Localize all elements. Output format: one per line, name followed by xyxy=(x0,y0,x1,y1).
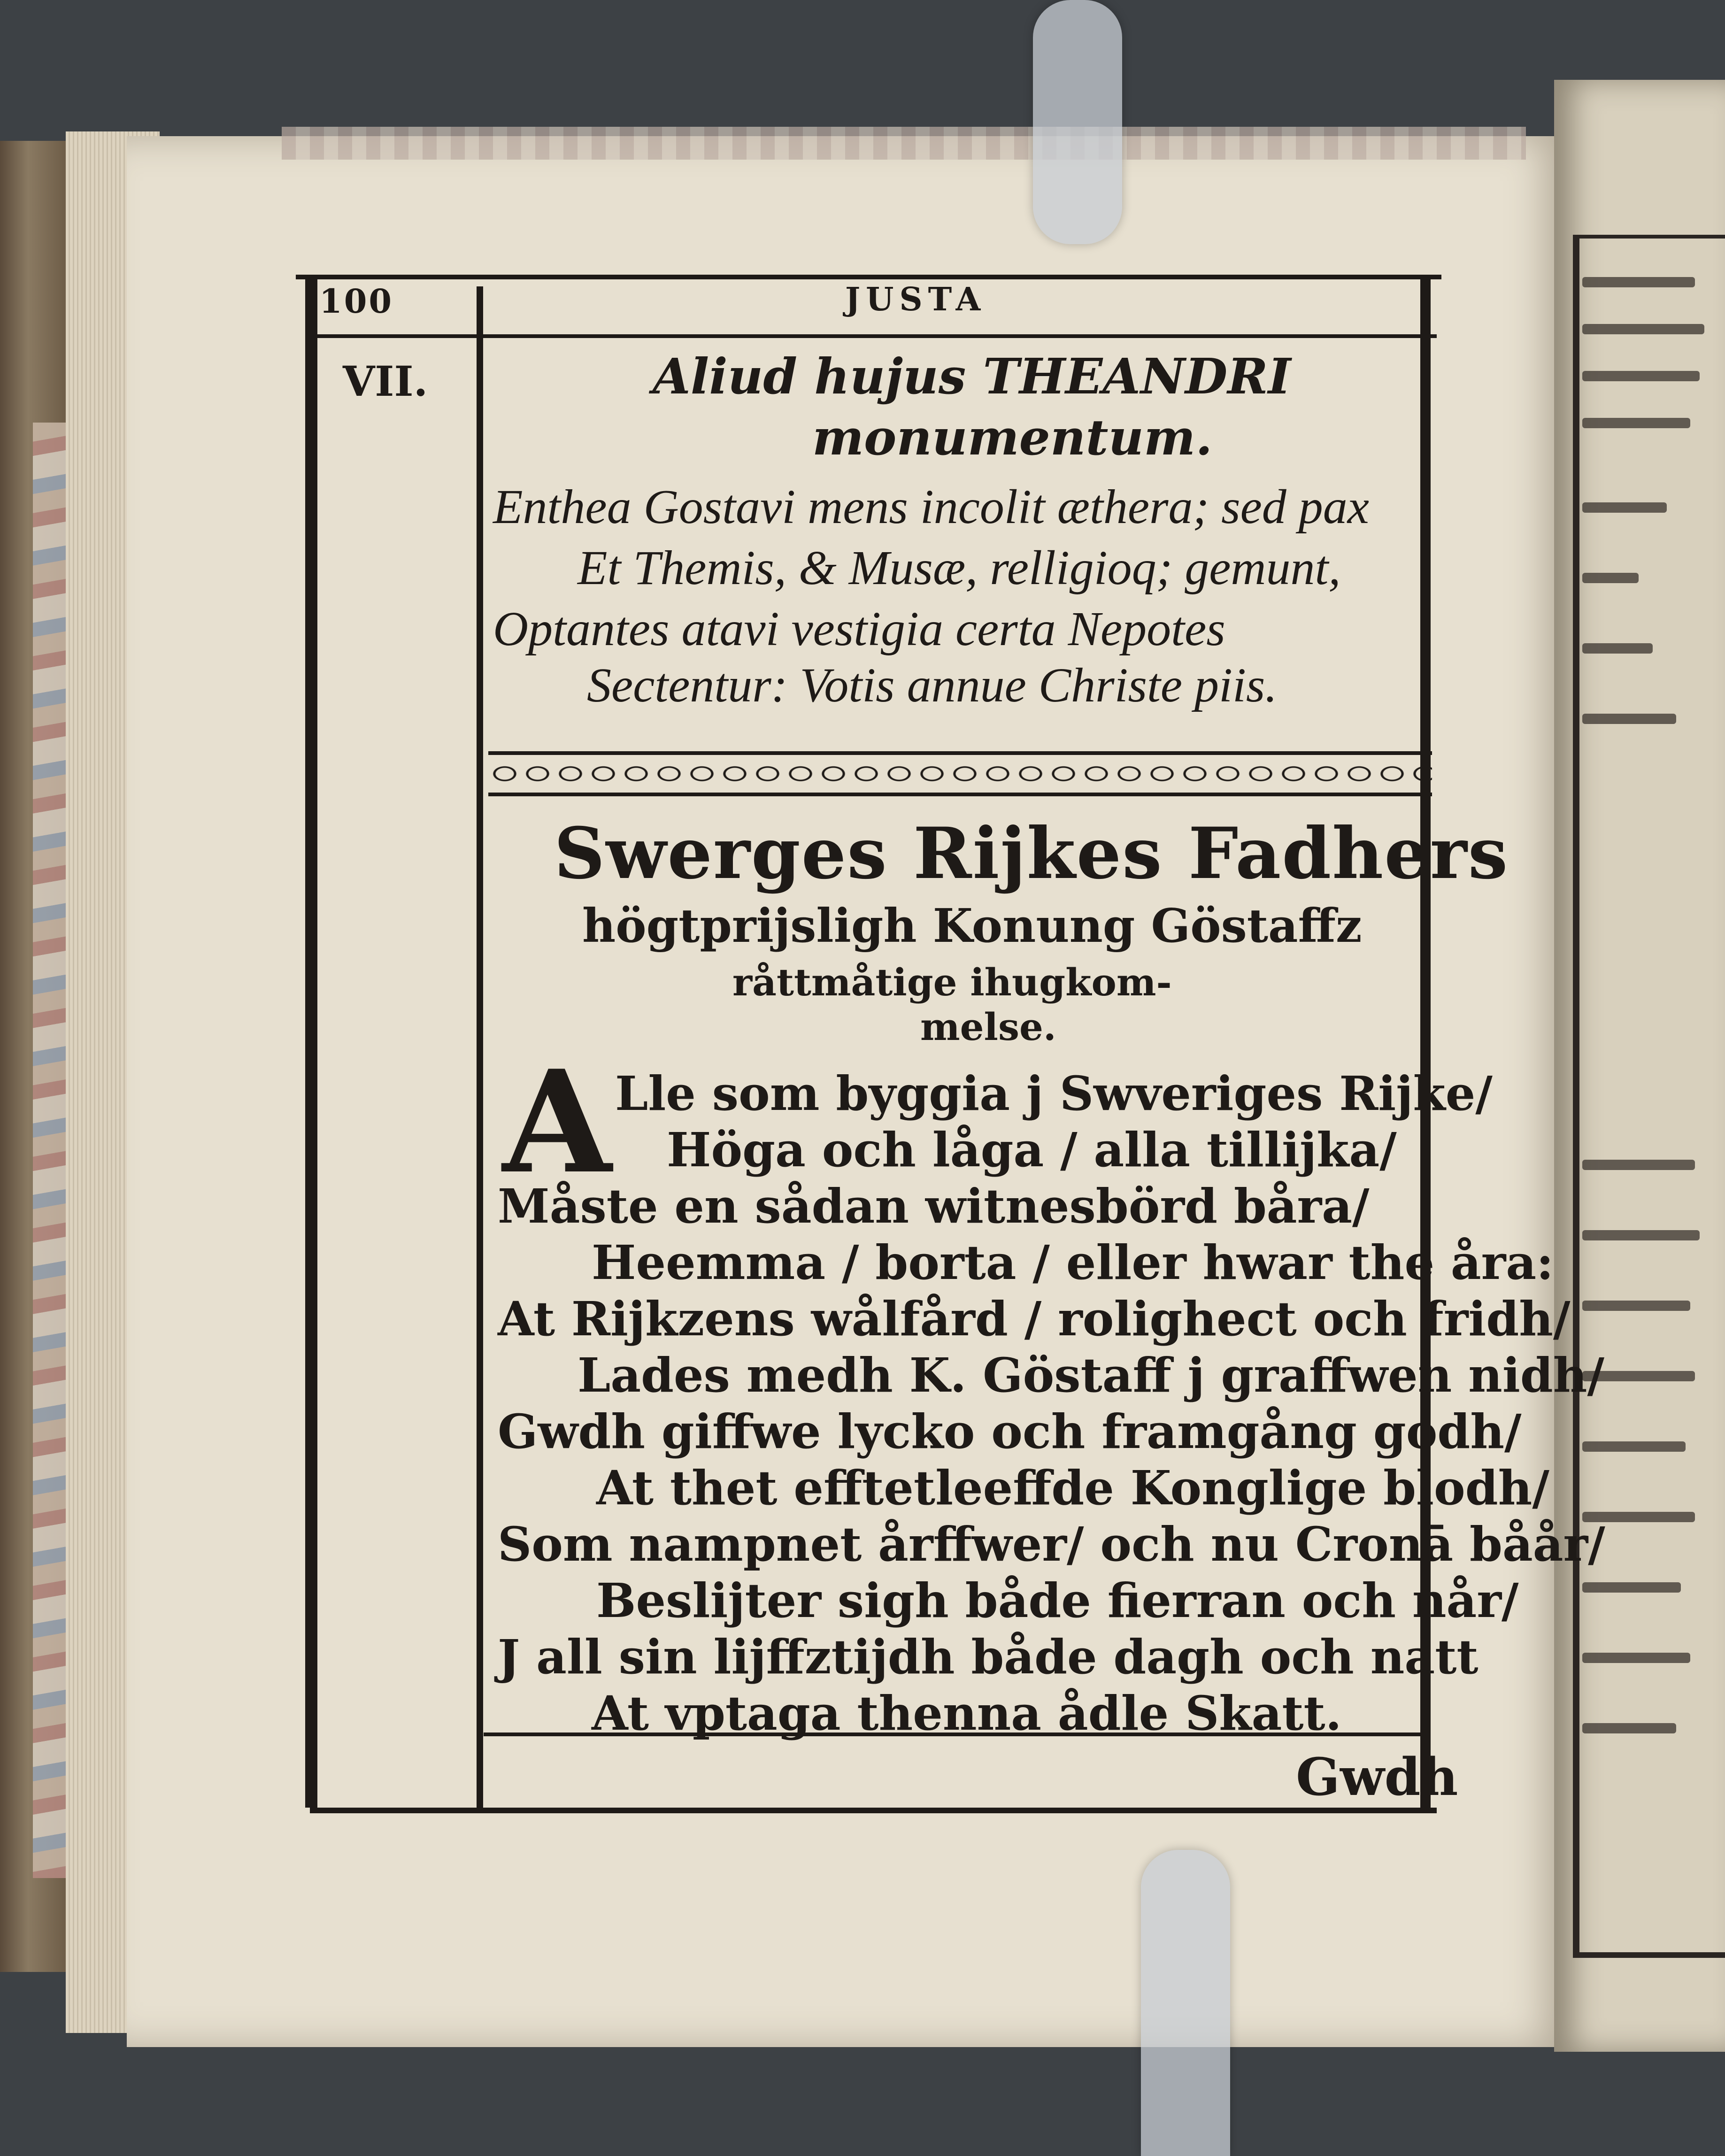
facing-text-line xyxy=(1582,643,1653,654)
ornament-border xyxy=(488,751,1432,796)
frame-bottom-rule xyxy=(310,1808,1437,1813)
page-clip-bottom xyxy=(1141,1850,1230,2156)
facing-text-line xyxy=(1582,324,1704,334)
verse-line: Gwdh giffwe lycko och framgång godh/ xyxy=(498,1404,1522,1459)
verse-line: Måste en sådan witnesbörd båra/ xyxy=(498,1178,1370,1234)
latin-verse-line: Sectentur: Votis annue Christe piis. xyxy=(587,658,1278,712)
latin-verse-line: Enthea Gostavi mens incolit æthera; sed pax xyxy=(493,480,1369,534)
drop-cap: A xyxy=(502,1039,612,1205)
verse-line: At Rijkzens wålfård / rolighect och fridh/ xyxy=(498,1291,1571,1347)
frame-column-rule xyxy=(477,286,483,1808)
verse-line: Höga och låga / alla tillijka/ xyxy=(667,1122,1397,1178)
facing-page xyxy=(1554,80,1725,2052)
verse-line: Heemma / borta / eller hwar the åra: xyxy=(592,1235,1554,1290)
facing-text-line xyxy=(1582,371,1700,381)
facing-text-line xyxy=(1582,1441,1686,1452)
swedish-subheading-2: råttmåtige ihugkom- xyxy=(732,960,1172,1004)
facing-text-line xyxy=(1582,1723,1676,1733)
facing-text-line xyxy=(1582,714,1676,724)
swedish-subheading-1: högtprijsligh Konung Göstaffz xyxy=(582,899,1362,953)
verse-line: Lades medh K. Göstaff j graffwen nidh/ xyxy=(578,1348,1605,1403)
swedish-heading: Swerges Rijkes Fadhers xyxy=(554,812,1509,895)
facing-text-line xyxy=(1582,418,1690,428)
verse-line: At vptaga thenna ådle Skatt. xyxy=(592,1686,1342,1741)
running-head: JUSTA xyxy=(845,281,986,318)
facing-text-line xyxy=(1582,1582,1681,1593)
frame-top-rule xyxy=(296,275,1441,279)
facing-text-line xyxy=(1582,502,1667,513)
page-clip-top xyxy=(1033,0,1122,244)
facing-text-line xyxy=(1582,1301,1690,1311)
facing-text-line xyxy=(1582,1160,1695,1170)
facing-page-frame xyxy=(1573,235,1725,1958)
top-page-edge xyxy=(282,127,1526,160)
latin-verse-line: Et Themis, & Musæ, relligioq; gemunt, xyxy=(578,541,1341,595)
facing-text-line xyxy=(1582,573,1639,583)
latin-title-line1: Aliud hujus THEANDRI xyxy=(653,347,1291,405)
verse-line: J all sin lijffztijdh både dagh och natt xyxy=(498,1629,1479,1685)
facing-text-line xyxy=(1582,1230,1700,1240)
facing-text-line xyxy=(1582,1653,1690,1663)
swedish-subheading-3: melse. xyxy=(920,1005,1056,1049)
catchword: Gwdh xyxy=(1296,1747,1458,1807)
frame-left-rule xyxy=(305,277,317,1808)
verse-line: Som nampnet årffwer/ och nu Cronā båår/ xyxy=(498,1517,1605,1572)
verse-line: Beslijter sigh både fierran och når/ xyxy=(596,1573,1519,1628)
verse-line: At thet efftetleeffde Konglige blodh/ xyxy=(596,1460,1549,1516)
section-numeral: VII. xyxy=(343,357,428,406)
latin-title-line2: monumentum. xyxy=(812,408,1213,466)
facing-text-line xyxy=(1582,277,1695,287)
page-number: 100 xyxy=(319,282,394,321)
latin-verse-line: Optantes atavi vestigia certa Nepotes xyxy=(493,602,1225,656)
verse-line: Lle som byggia j Swveriges Rijke/ xyxy=(615,1066,1493,1121)
